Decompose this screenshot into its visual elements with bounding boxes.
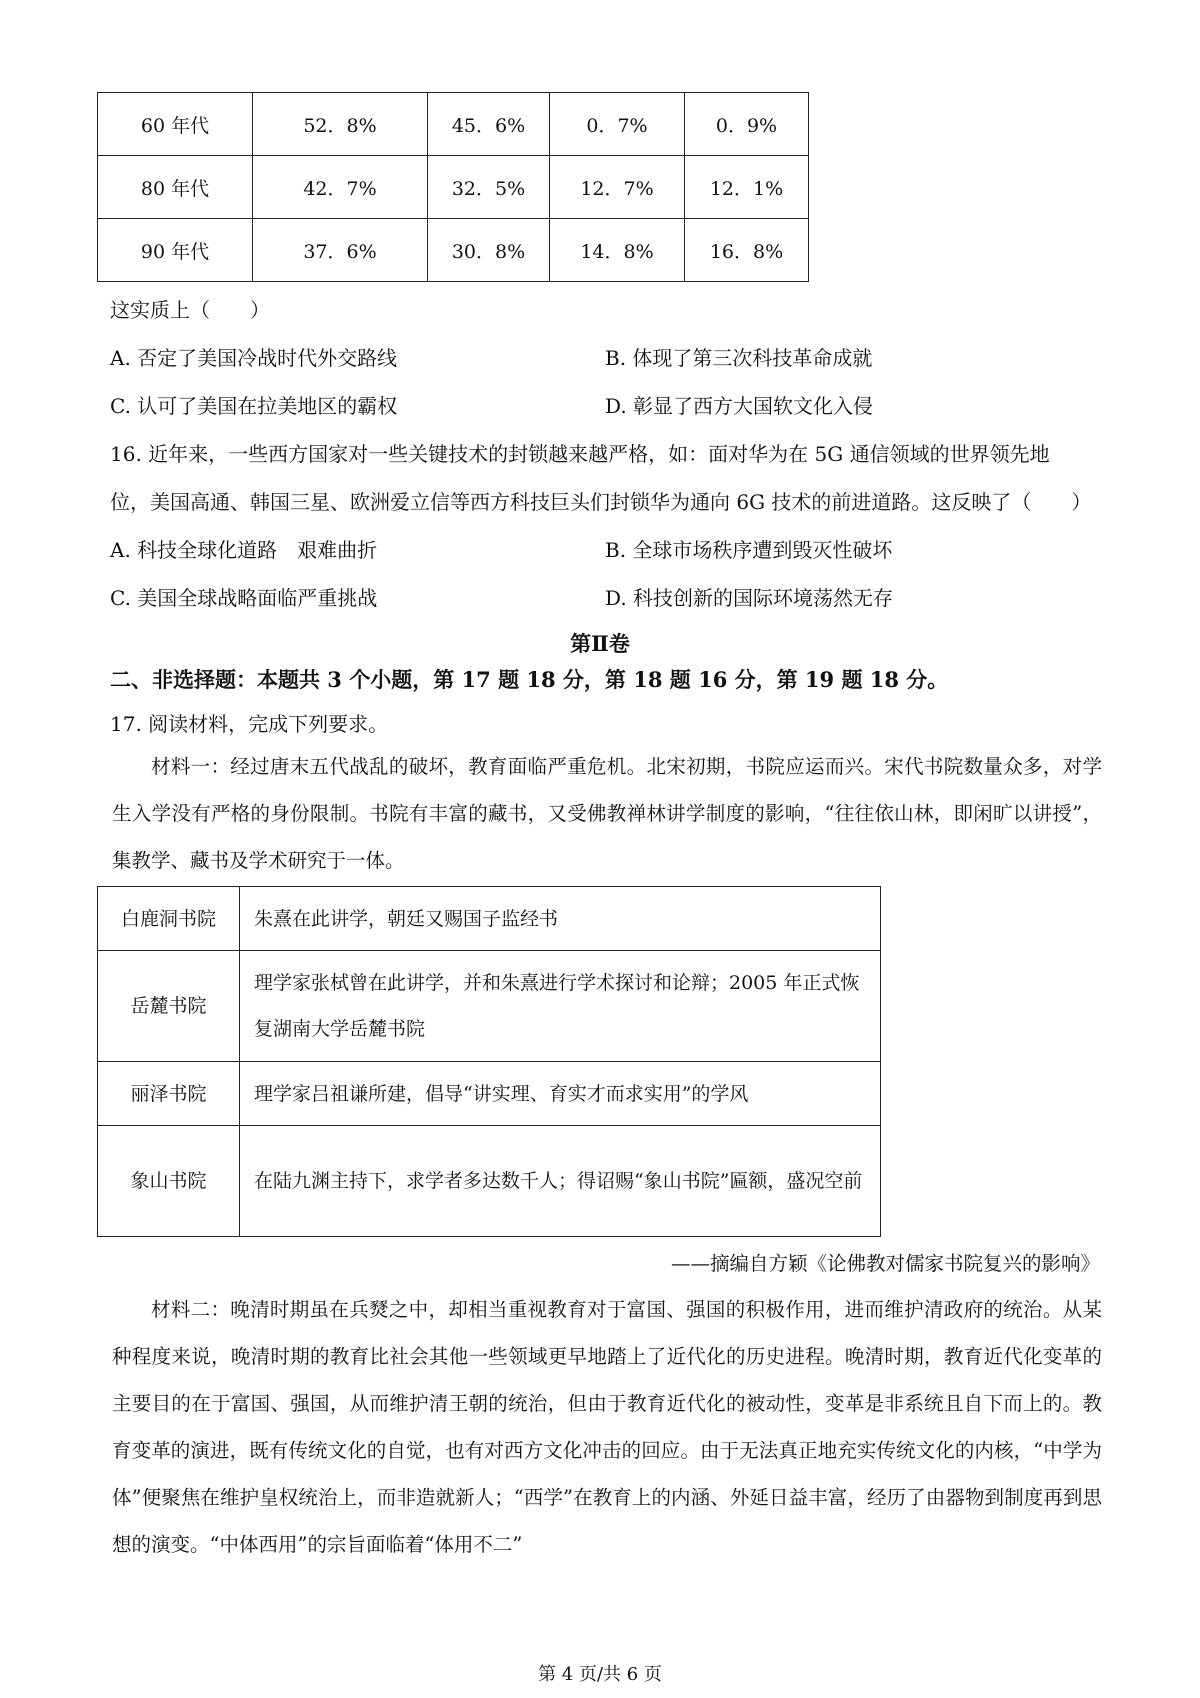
academy-desc: 理学家张栻曾在此讲学，并和朱熹进行学术探讨和论辩；2005 年正式恢复湖南大学岳麓书院	[240, 951, 881, 1062]
table-cell: 42．7%	[253, 156, 428, 219]
table-row	[98, 93, 809, 156]
academy-desc: 朱熹在此讲学，朝廷又赐国子监经书	[240, 887, 881, 951]
table-cell: 12．7%	[550, 156, 685, 219]
q16-stem-line1: 16. 近年来，一些西方国家对一些关键技术的封锁越来越严格，如：面对华为在 5G 通信领域的世界领先地	[110, 442, 1050, 466]
table-row	[98, 887, 881, 951]
q15-stem: 这实质上（ ）	[110, 298, 270, 322]
table-cell: 0．7%	[550, 93, 685, 156]
q15-option-b: B. 体现了第三次科技革命成就	[605, 346, 873, 370]
q15-option-c: C. 认可了美国在拉美地区的霸权	[110, 394, 398, 418]
table-cell: 0．9%	[685, 93, 809, 156]
q16-option-d: D. 科技创新的国际环境荡然无存	[605, 586, 894, 610]
academy-table	[97, 886, 881, 1237]
page-number: 第 4 页/共 6 页	[538, 1664, 662, 1685]
q17-stem: 17. 阅读材料，完成下列要求。	[110, 712, 389, 736]
table-cell: 16．8%	[685, 219, 809, 282]
q15-option-a: A. 否定了美国冷战时代外交路线	[110, 346, 398, 370]
academy-name: 岳麓书院	[98, 951, 240, 1062]
table-row	[98, 951, 881, 1062]
table-cell: 30．8%	[428, 219, 550, 282]
q16-stem-line2: 位，美国高通、韩国三星、欧洲爱立信等西方科技巨头们封锁华为通向 6G 技术的前进道路。这反映了（ ）	[110, 490, 1092, 514]
academy-desc: 理学家吕祖谦所建，倡导“讲实理、育实才而求实用”的学风	[240, 1062, 881, 1126]
table-cell: 60 年代	[98, 93, 253, 156]
section-heading: 二、非选择题：本题共 3 个小题，第 17 题 18 分，第 18 题 16 分，第 19 题 18 分。	[110, 667, 949, 692]
table-cell: 45．6%	[428, 93, 550, 156]
part-title: 第Ⅱ卷	[570, 631, 630, 656]
q16-option-c: C. 美国全球战略面临严重挑战	[110, 586, 378, 610]
q15-option-d: D. 彰显了西方大国软文化入侵	[605, 394, 874, 418]
material-two: 材料二：晚清时期虽在兵燹之中，却相当重视教育对于富国、强国的积极作用，进而维护清政府的统治。从某种程度来说，晚清时期的教育比社会其他一些领域更早地踏上了近代化的历史进程。晚清时期，教育近代化变革的主要目的在于富国、强国，从而维护清王朝的统治，但由于教育近代化的被动性，变革是非系统且自下而上的。教育变革的演进，既有传统文化的自觉，也有对西方文化冲击的回应。由于无法真正地充实传统文化的内核，“中学为体”便聚焦在维护皇权统治上，而非造就新人；“西学”在教育上的内涵、外延日益丰富，经历了由器物到制度再到思想的演变。“中体西用”的宗旨面临着“体用不二”	[112, 1298, 1102, 1556]
material-source: ——摘编自方颖《论佛教对儒家书院复兴的影响》	[670, 1252, 1100, 1275]
table-cell: 80 年代	[98, 156, 253, 219]
academy-name: 白鹿洞书院	[98, 887, 240, 951]
academy-desc: 在陆九渊主持下，求学者多达数千人；得诏赐“象山书院”匾额，盛况空前	[240, 1126, 881, 1237]
table-row	[98, 1126, 881, 1237]
table-cell: 32．5%	[428, 156, 550, 219]
table-row	[98, 156, 809, 219]
table-cell: 52．8%	[253, 93, 428, 156]
academy-name: 丽泽书院	[98, 1062, 240, 1126]
table-row	[98, 219, 809, 282]
table-cell: 37．6%	[253, 219, 428, 282]
material-one: 材料一：经过唐末五代战乱的破坏，教育面临严重危机。北宋初期，书院应运而兴。宋代书院数量众多，对学生入学没有严格的身份限制。书院有丰富的藏书，又受佛教禅林讲学制度的影响，“往往依山林，即闲旷以讲授”，集教学、藏书及学术研究于一体。	[112, 755, 1102, 872]
table-cell: 90 年代	[98, 219, 253, 282]
table-row	[98, 1062, 881, 1126]
q16-option-a: A. 科技全球化道路 艰难曲折	[110, 538, 378, 562]
table-cell: 14．8%	[550, 219, 685, 282]
table-cell: 12．1%	[685, 156, 809, 219]
academy-name: 象山书院	[98, 1126, 240, 1237]
statistics-table	[97, 92, 809, 282]
q16-option-b: B. 全球市场秩序遭到毁灭性破坏	[605, 538, 893, 562]
